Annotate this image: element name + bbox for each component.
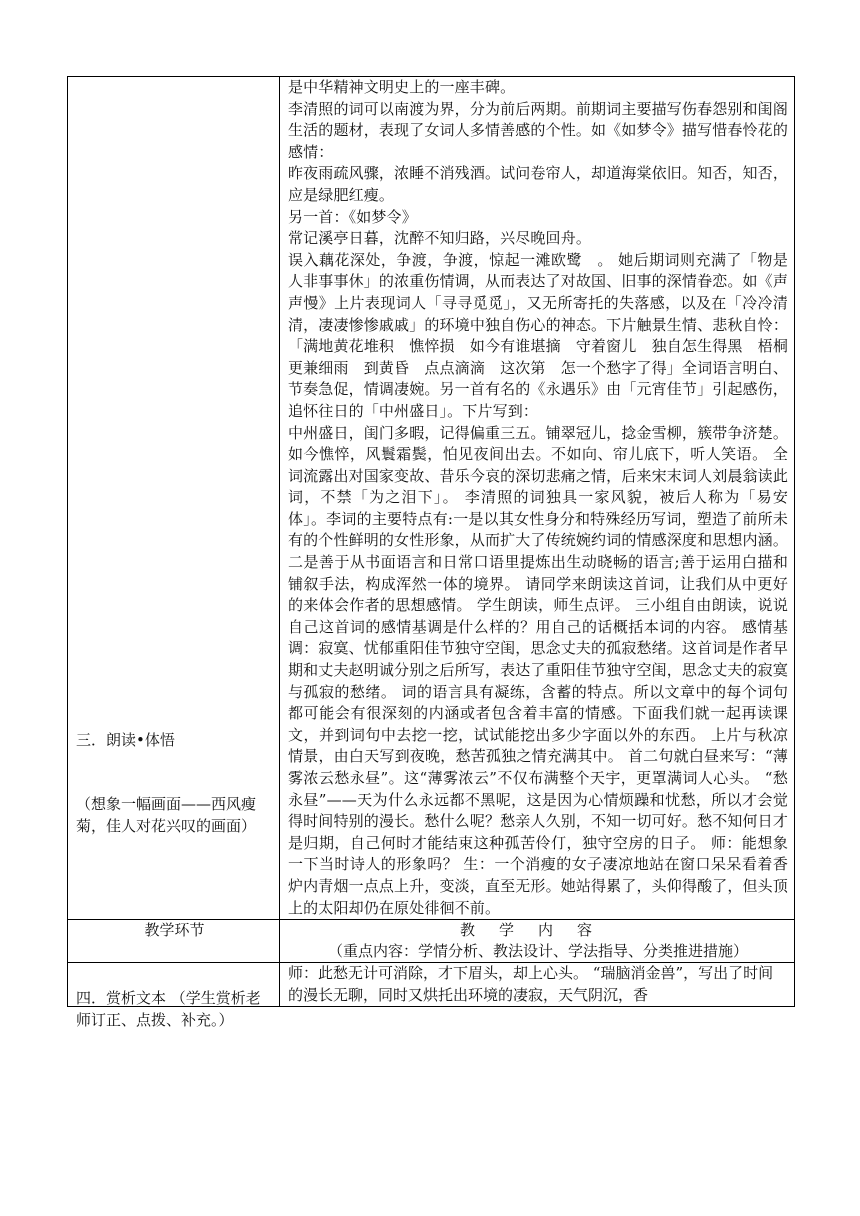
paragraph: 误入藕花深处，争渡，争渡，惊起一滩欧鹭 。 她后期词则充满了「物是人非事事休」的浓重伤情调，从而表达了对故国、旧事的深情眷恋。如《声声慢》上片表现词人「寻寻觅觅」，又无所寄托的失落感，以及在「冷冷清清，凄凄惨惨戚戚」的环境中独自伤心的神态。下片触景生情、悲秋自怜：「满地黄花堆积 憔悴损 如今有谁堪摘 守着窗儿 独自怎生得黑 梧桐更兼细雨 到黄昏 点点滴滴 这次第 怎一个愁字了得」全词语言明白、节奏急促，情调凄婉。另一首有名的《永遇乐》由「元宵佳节」引起感伤，追怀往日的「中州盛日」。下片写到： (288, 250, 788, 420)
paragraph: 是中华精神文明史上的一座丰碑。 (288, 78, 516, 96)
paragraph: 另一首：《如梦令》 (288, 207, 417, 226)
header-right-cell (280, 920, 795, 963)
content-cell (280, 77, 795, 920)
continuation-text: 师：此愁无计可消除，才下眉头，却上心头。 “瑞脑消金兽”，写出了时间的漫长无聊，同时又烘托出环境的凄寂，天气阴沉，香 (280, 963, 795, 1007)
paragraph: 中州盛日，闺门多暇，记得偏重三五。铺翠冠儿，捻金雪柳，簇带争济楚。如今憔悴，风鬟霜鬓，怕见夜间出去。不如向、帘儿底下，听人笑语。 全词流露出对国家变故、昔乐今哀的深切悲痛之情，后来宋末词人刘晨翁读此词，不禁「为之泪下」。 李清照的词独具一家风貌，被后人称为「易安体」。李词的主要特点有:一是以其女性身分和特殊经历写词，塑造了前所未有的个性鲜明的女性形象，从而扩大了传统婉约词的情感深度和思想内涵。二是善于从书面语言和日常口语里提炼出生动晓畅的语言;善于运用白描和铺叙手法，构成浑然一体的境界。 请同学来朗读这首词，让我们从中更好的来体会作者的思想感情。 学生朗读，师生点评。 三小组自由朗读，说说自己这首词的感情基调是什么样的？用自己的话概括本词的内容。 感情基调：寂寞、忧郁重阳佳节独守空闺，思念丈夫的孤寂愁绪。这首词是作者早期和丈夫赵明诚分别之后所写，表达了重阳佳节独守空闺，思念丈夫的寂寞与孤寂的愁绪。 词的语言具有凝练，含蓄的特点。所以文章中的每个词句都可能会有很深刻的内涵或者包含着丰富的情感。下面我们就一起再读课文，并到词句中去挖一挖，试试能挖出多少字面以外的东西。 上片与秋凉情景，由白天写到夜晚，愁苦孤独之情充满其中。 首二句就白昼来写：“薄雾浓云愁永昼”。这“薄雾浓云”不仅布满整个天宇，更罩满词人心头。 “愁永昼”——天为什么永远都不黑呢，这是因为心情烦躁和忧愁，所以才会觉得时间特别的漫长。愁什么呢？愁亲人久别，不知一切可好。愁不知何日才是归期，自己何时才能结束这种孤苦伶仃，独守空房的日子。 师：能想象一下当时诗人的形象吗？ 生：一个消瘦的女子凄凉地站在窗口呆呆看着香炉内青烟一点点上升，变淡，直至无形。她站得累了，头仰得酸了，但头顶上的太阳却仍在原处徘徊不前。 (288, 423, 788, 917)
table-header-row (68, 920, 795, 963)
header-left-cell: 教学环节 (68, 920, 280, 963)
section-3-title: 三．朗读•体悟 (76, 731, 175, 749)
section-3-note: （想象一幅画面——西风瘦菊，佳人对花兴叹的画面） (76, 795, 257, 835)
section-4-title: 四．赏析文本 （学生赏析老师订正、点拨、补充。） (76, 989, 261, 1029)
header-subtitle: （重点内容：学情分析、教法设计、学法指导、分类推进措施） (327, 942, 748, 961)
paragraph: 李清照的词可以南渡为界，分为前后两期。前期词主要描写伤春怨别和闺阁生活的题材，表现了女词人多情善感的个性。如《如梦令》描写惜春怜花的感情： (288, 99, 788, 161)
paragraph: 昨夜雨疏风骤，浓睡不消残酒。试问卷帘人，却道海棠依旧。知否，知否，应是绿肥红瘦。 (288, 164, 788, 204)
lesson-plan-table (67, 76, 795, 1029)
header-title: 教学内容 (459, 921, 616, 940)
paragraph: 常记溪亭日暮，沈醉不知归路，兴尽晚回舟。 (288, 229, 592, 248)
content-row (68, 77, 795, 920)
